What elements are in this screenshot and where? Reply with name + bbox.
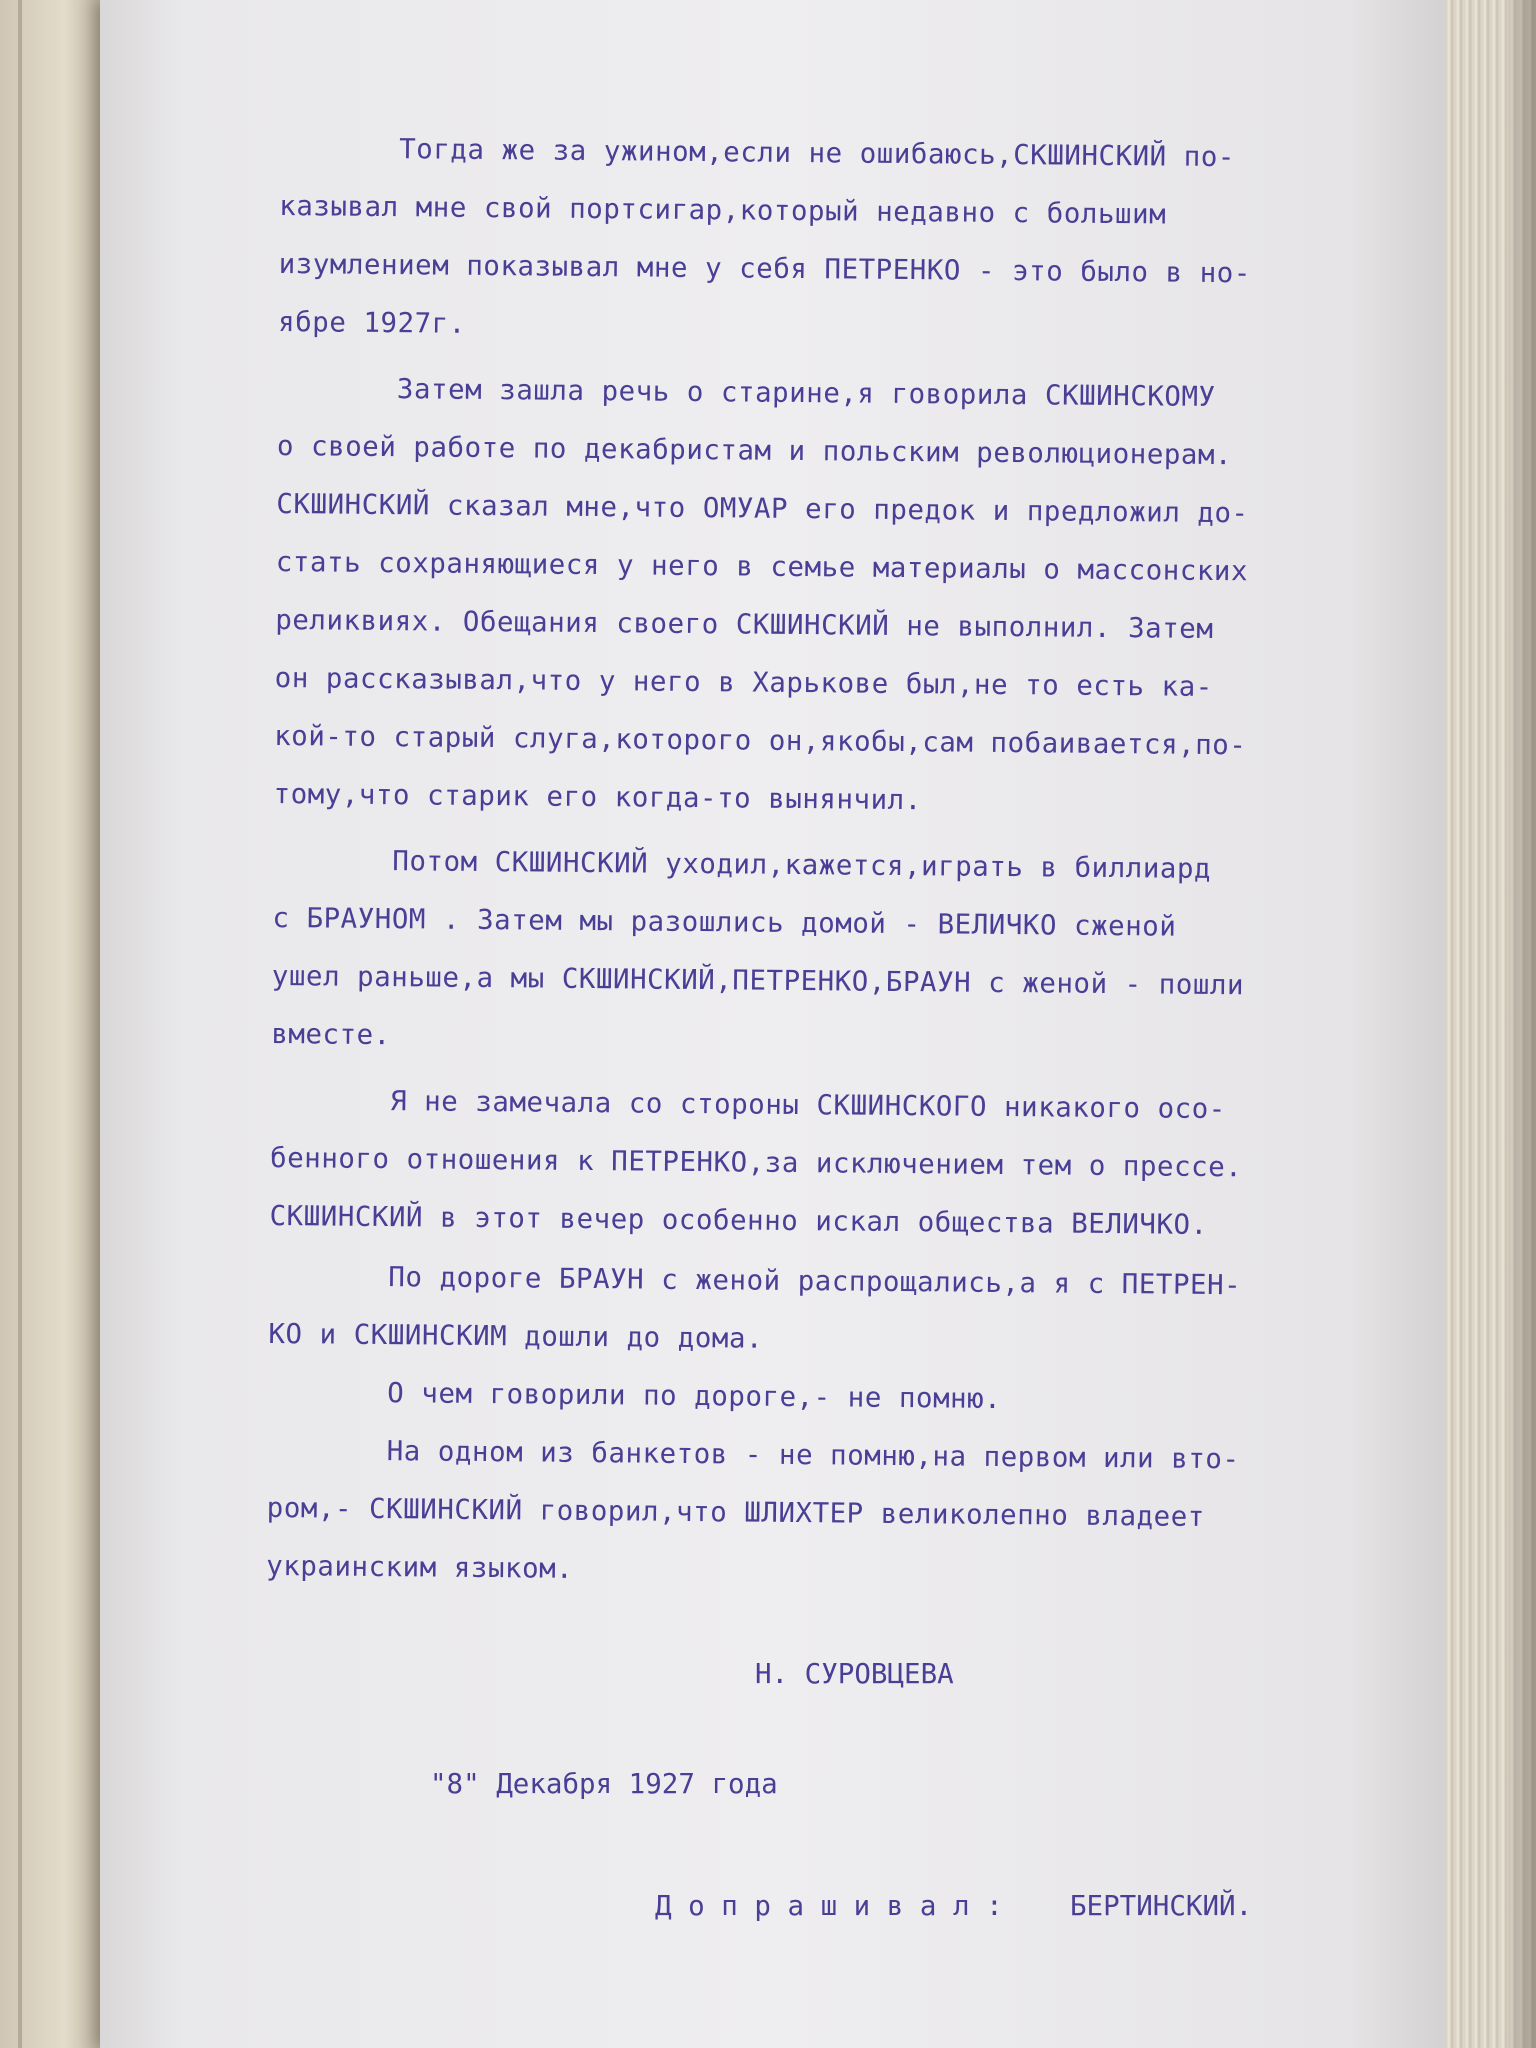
text-line: По дороге БРАУН с женой распрощались,а я с ПЕТРЕН- xyxy=(268,1259,1242,1302)
text-line: СКШИНСКИЙ сказал мне,что ОМУАР его предок и предложил до- xyxy=(276,487,1249,530)
text-line: о своей работе по декабристам и польским революционерам. xyxy=(276,429,1233,472)
text-line: Тогда же за ужином,если не ошибаюсь,СКШИНСКИЙ по- xyxy=(279,131,1236,174)
interrogator-label: Д о п р а ш и в а л : xyxy=(655,1890,1003,1922)
text-line: О чем говорили по дороге,- не помню. xyxy=(267,1375,1002,1415)
document-date: "8" Декабря 1927 года xyxy=(430,1768,778,1800)
text-line: украинским языком. xyxy=(266,1549,574,1585)
page-fold xyxy=(18,0,22,2048)
text-line: ром,- СКШИНСКИЙ говорил,что ШЛИХТЕР великолепно владеет xyxy=(266,1491,1205,1533)
text-line: кой-то старый слуга,которого он,якобы,сам побаивается,по- xyxy=(274,719,1247,762)
text-line: Я не замечала со стороны СКШИНСКОГО никакого осо- xyxy=(270,1083,1226,1126)
text-line: вместе. xyxy=(271,1017,391,1052)
text-line: казывал мне свой портсигар,который недавно с большим xyxy=(279,189,1167,231)
interrogator-name: БЕРТИНСКИЙ. xyxy=(1070,1890,1253,1922)
text-line: На одном из банкетов - не помню,на первом или вто- xyxy=(267,1433,1240,1476)
text-line: Потом СКШИНСКИЙ уходил,кажется,играть в биллиард xyxy=(272,843,1212,885)
text-line: бенного отношения к ПЕТРЕНКО,за исключением тем о прессе. xyxy=(269,1141,1243,1184)
text-line: ушел раньше,а мы СКШИНСКИЙ,ПЕТРЕНКО,БРАУН с женой - пошли xyxy=(271,959,1245,1002)
text-line: СКШИНСКИЙ в этот вечер особенно искал общества ВЕЛИЧКО. xyxy=(269,1199,1208,1241)
text-line: стать сохраняющиеся у него в семье материалы о массонских xyxy=(275,545,1249,588)
text-line: ябре 1927г. xyxy=(277,305,466,340)
text-line: тому,что старик его когда-то вынянчил. xyxy=(273,777,922,817)
text-line: КО и СКШИНСКИМ дошли до дома. xyxy=(268,1317,764,1355)
signature-name: Н. СУРОВЦЕВА xyxy=(755,1658,954,1690)
text-line: изумлением показывал мне у себя ПЕТРЕНКО - это было в но- xyxy=(278,247,1252,290)
text-line: реликвиях. Обещания своего СКШИНСКИЙ не выполнил. Затем xyxy=(275,603,1214,645)
text-line: с БРАУНОМ . Затем мы разошлись домой - ВЕЛИЧКО сженой xyxy=(272,901,1177,943)
text-line: Затем зашла речь о старине,я говорила СКШИНСКОМУ xyxy=(277,371,1216,413)
page-edge-shadow xyxy=(1508,0,1536,2048)
text-line: он рассказывал,что у него в Харькове был,не то есть ка- xyxy=(274,661,1213,703)
